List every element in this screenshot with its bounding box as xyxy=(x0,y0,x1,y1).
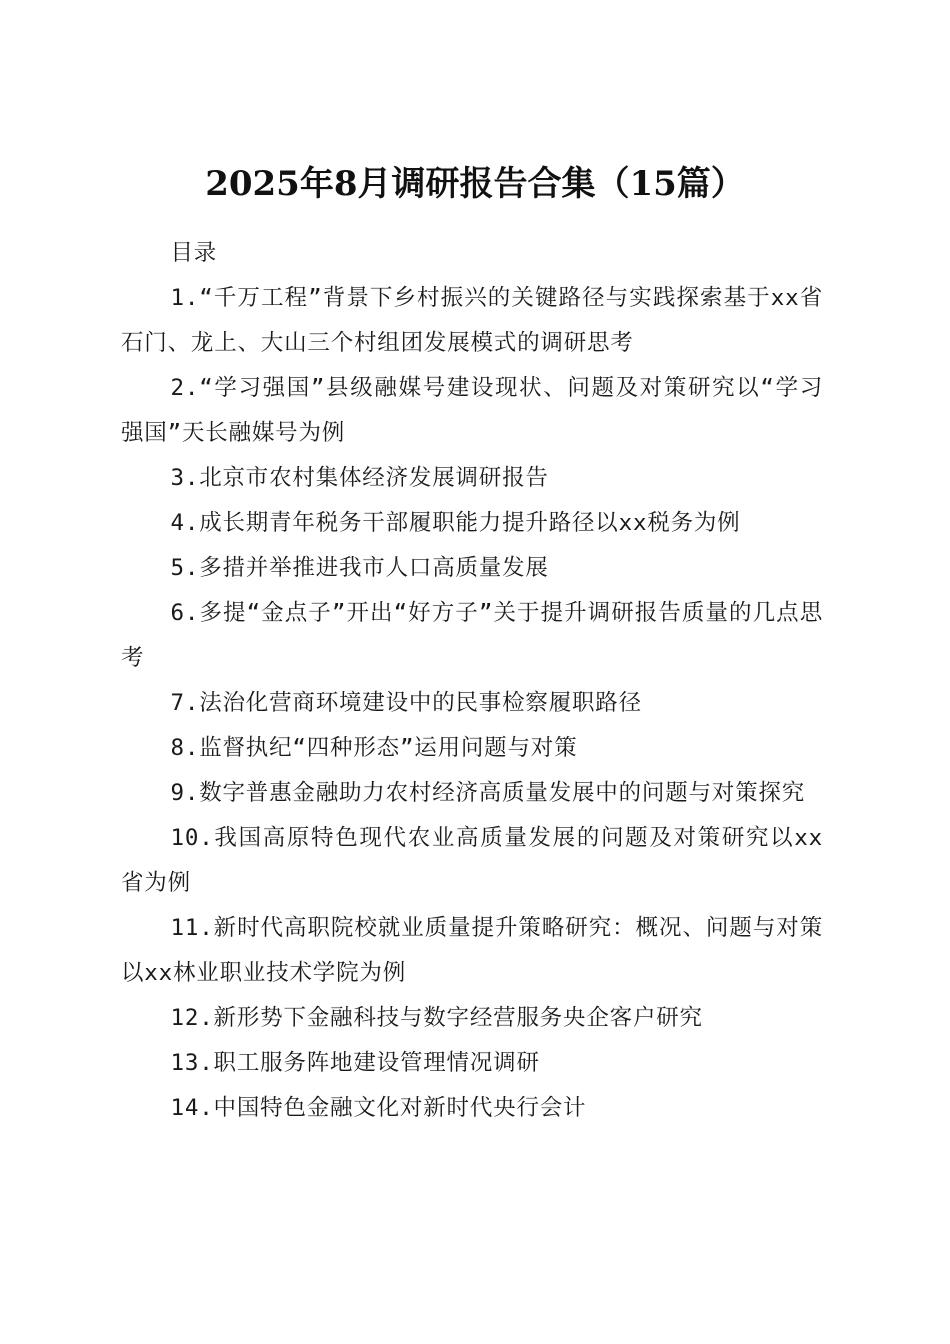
toc-item: 13.职工服务阵地建设管理情况调研 xyxy=(170,1050,540,1076)
toc-item: 14.中国特色金融文化对新时代央行会计 xyxy=(170,1095,587,1121)
toc-item: 8.监督执纪“四种形态”运用问题与对策 xyxy=(170,735,578,761)
toc-item: 12.新形势下金融科技与数字经营服务央企客户研究 xyxy=(170,1005,703,1031)
toc-item: 1.“千万工程”背景下乡村振兴的关键路径与实践探索基于xx省石门、龙上、大山三个村组团发展模式的调研思考 xyxy=(121,285,823,356)
toc-item: 2.“学习强国”县级融媒号建设现状、问题及对策研究以“学习强国”天长融媒号为例 xyxy=(121,375,823,446)
toc-item: 4.成长期青年税务干部履职能力提升路径以xx税务为例 xyxy=(170,510,741,536)
toc-heading: 目录 xyxy=(170,240,218,266)
toc-item: 9.数字普惠金融助力农村经济高质量发展中的问题与对策探究 xyxy=(170,780,805,806)
document-title: 2025年8月调研报告合集（15篇） xyxy=(205,163,745,204)
toc-item: 3.北京市农村集体经济发展调研报告 xyxy=(170,465,549,491)
table-of-contents xyxy=(121,231,823,1131)
toc-item: 10.我国高原特色现代农业高质量发展的问题及对策研究以xx省为例 xyxy=(121,825,823,896)
toc-item: 5.多措并举推进我市人口高质量发展 xyxy=(170,555,549,581)
toc-item: 11.新时代高职院校就业质量提升策略研究：概况、问题与对策以xx林业职业技术学院为例 xyxy=(121,915,823,986)
toc-item: 7.法治化营商环境建设中的民事检察履职路径 xyxy=(170,690,642,716)
toc-item: 6.多提“金点子”开出“好方子”关于提升调研报告质量的几点思考 xyxy=(121,600,823,671)
